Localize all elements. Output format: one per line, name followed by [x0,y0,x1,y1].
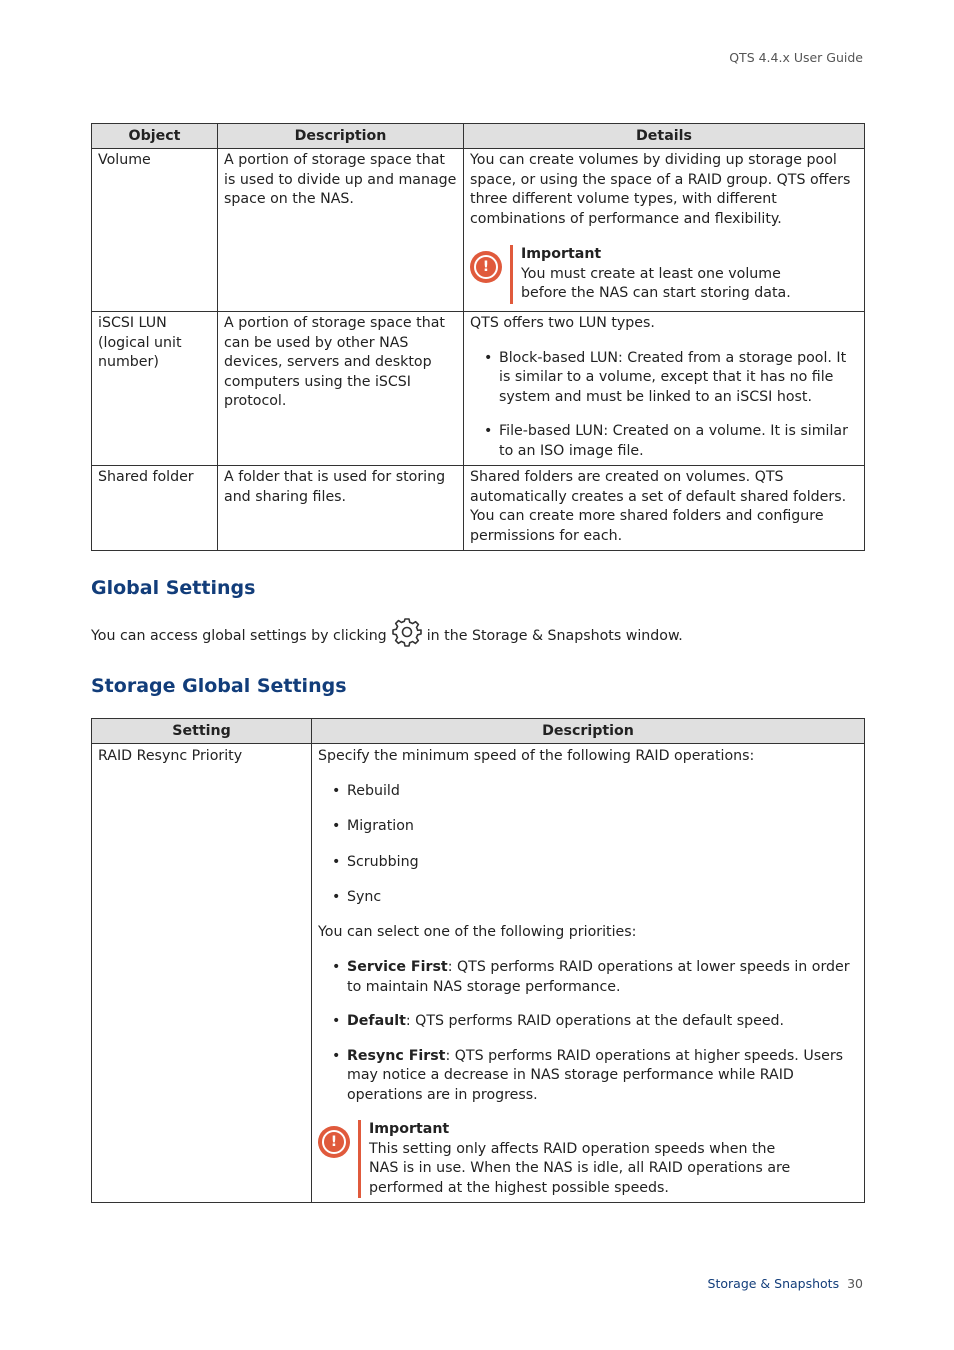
setting-cell: RAID Resync Priority [92,744,312,1203]
list-item [318,1012,858,1032]
important-icon: ! [318,1126,350,1158]
gear-icon [391,616,423,648]
important-note [470,245,858,304]
important-icon: ! [470,251,502,283]
table-row [92,466,865,551]
important-note [318,1120,858,1198]
table-header-row [92,124,865,149]
list-item: • Block-based LUN: Created from a storage pool. It is similar to a volume, except that it has no file system and must be linked to an iSCSI host. [470,349,858,408]
note-title: Important [369,1121,450,1137]
footer-section: Storage & Snapshots [707,1276,840,1291]
paragraph-text-after: in the Storage & Snapshots window. [426,627,683,644]
section-heading: Global Settings [91,577,256,599]
details-cell [464,312,865,466]
global-settings-paragraph [91,616,683,646]
objects-table [91,123,865,551]
list-item: • Sync [318,888,858,908]
description-cell: A portion of storage space that can be used by other NAS devices, servers and desktop computers using the iSCSI protocol. [218,312,464,466]
priority-text: : QTS performs RAID operations at lower speeds in order to maintain NAS storage performance. [347,959,850,995]
details-text: You can create volumes by dividing up storage pool space, or using the space of a RAID group. QTS offers three different volume types, with different combinations of performance and flexibility. [470,152,851,227]
priority-text: : QTS performs RAID operations at the default speed. [405,1013,785,1029]
priority-name: Default [347,1013,406,1029]
priority-name: Resync First [347,1047,446,1064]
details-cell: Shared folders are created on volumes. QTS automatically creates a set of default shared folders. You can create more shared folders and configure permissions for each. [464,466,865,551]
note-text: You must create at least one volume before the NAS can start storing data. [521,265,791,301]
running-header: QTS 4.4.x User Guide [729,50,863,65]
column-header: Setting [92,719,312,744]
page-footer [708,1276,863,1291]
description-cell: A portion of storage space that is used to divide up and manage space on the NAS. [218,149,464,312]
details-cell [464,149,865,312]
intro-text: Specify the minimum speed of the following RAID operations: [318,748,755,764]
paragraph-text-before: You can access global settings by clicking [91,627,387,644]
list-item: • Rebuild [318,782,858,802]
column-header: Description [218,124,464,149]
priority-name: Service First [347,959,448,975]
priority-list [318,958,858,1105]
column-header: Object [92,124,218,149]
table-row [92,744,865,1203]
list-item: • Scrubbing [318,853,858,873]
priority-text: : QTS performs RAID operations at higher speeds. Users may notice a decrease in NAS storage performance while RAID operations are in progress. [347,1047,844,1103]
list-item: • File-based LUN: Created on a volume. It is similar to an ISO image file. [470,422,858,461]
list-item [318,958,858,997]
note-title: Important [521,246,602,262]
column-header: Details [464,124,865,149]
table-row [92,149,865,312]
description-cell: A folder that is used for storing and sharing files. [218,466,464,551]
section-heading: Storage Global Settings [91,675,347,697]
details-text: QTS offers two LUN types. [470,315,655,331]
list-item: • Migration [318,817,858,837]
priorities-intro: You can select one of the following priorities: [318,923,637,940]
object-cell: Shared folder [92,466,218,551]
setting-description-cell [312,744,865,1203]
table-row [92,312,865,466]
list-item [318,1047,858,1106]
operation-list [318,782,858,908]
object-cell: Volume [92,149,218,312]
settings-table [91,718,865,1203]
object-cell: iSCSI LUN (logical unit number) [92,312,218,466]
note-text: This setting only affects RAID operation speeds when the NAS is in use. When the NAS is idle, all RAID operations are performed at the highest possible speeds. [369,1140,791,1196]
lun-type-list [470,349,858,462]
page-number: 30 [847,1276,863,1291]
table-header-row [92,719,865,744]
column-header: Description [312,719,865,744]
